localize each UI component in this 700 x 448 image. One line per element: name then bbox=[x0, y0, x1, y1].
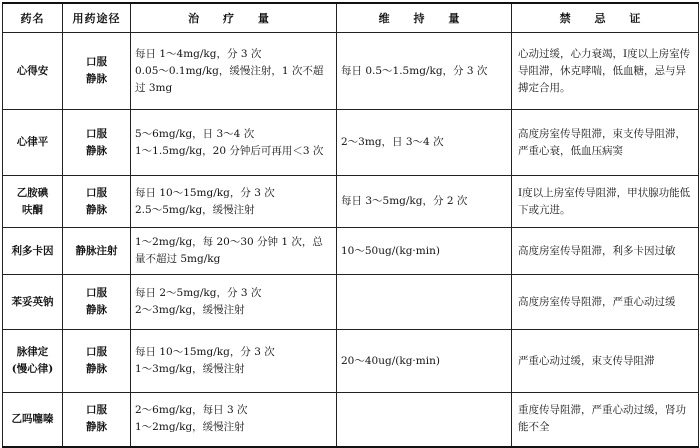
route-line: 静脉 bbox=[86, 203, 107, 216]
table-row bbox=[3, 33, 699, 110]
table-row bbox=[3, 330, 699, 393]
drug-name-cell bbox=[3, 330, 63, 393]
treatment-line: 1～3mg/kg，缓慢注射 bbox=[135, 363, 245, 375]
drug-name-cell bbox=[3, 33, 63, 110]
route-cell bbox=[63, 33, 131, 110]
header-row bbox=[3, 3, 699, 33]
treatment-cell bbox=[131, 275, 337, 330]
table-row bbox=[3, 110, 699, 176]
route-line: 口服 bbox=[86, 56, 107, 68]
treatment-cell bbox=[131, 176, 337, 228]
treatment-cell bbox=[131, 33, 337, 110]
antiarrhythmic-drug-table bbox=[2, 2, 699, 448]
contraindication-cell: Ⅰ度以上房室传导阻滞，甲状腺功能低下或亢进。 bbox=[512, 176, 699, 228]
drug-name-cell bbox=[3, 176, 63, 228]
treatment-line: 每日 10～15mg/kg，分 3 次 bbox=[135, 346, 275, 358]
drug-name: 呋酮 bbox=[22, 203, 43, 216]
route-cell bbox=[63, 393, 131, 447]
treatment-line: 2.5～5mg/kg，缓慢注射 bbox=[135, 203, 255, 216]
drug-name-cell bbox=[3, 393, 63, 447]
route-line: 静脉 bbox=[86, 363, 107, 375]
table-row bbox=[3, 393, 699, 447]
contraindication-cell: 高度房室传导阻滞，严重心动过缓 bbox=[512, 275, 699, 330]
drug-name-cell bbox=[3, 275, 63, 330]
route-line: 静脉 bbox=[86, 304, 107, 316]
drug-name: 苯妥英钠 bbox=[11, 295, 54, 308]
maintenance-cell: 2～3mg，日 3～4 次 bbox=[337, 110, 512, 176]
route-line: 口服 bbox=[86, 287, 107, 299]
route-cell bbox=[63, 176, 131, 228]
treatment-line: 每日 2～5mg/kg，分 3 次 bbox=[135, 287, 262, 299]
treatment-line: 0.05～0.1mg/kg，缓慢注射，1 次不超过 3mg bbox=[135, 64, 324, 94]
drug-name-cell bbox=[3, 110, 63, 176]
table-row bbox=[3, 228, 699, 275]
drug-name: 乙吗噻嗪 bbox=[11, 412, 54, 425]
header-route: 用药途径 bbox=[63, 3, 131, 33]
header-drug: 药名 bbox=[3, 3, 63, 33]
treatment-line: 2～3mg/kg，缓慢注射 bbox=[135, 304, 245, 316]
route-cell bbox=[63, 275, 131, 330]
contraindication-cell: 高度房室传导阻滞，利多卡因过敏 bbox=[512, 228, 699, 275]
maintenance-cell: 每日 3～5mg/kg，分 2 次 bbox=[337, 176, 512, 228]
treatment-line: 1～1.5mg/kg，20 分钟后可再用＜3 次 bbox=[135, 144, 324, 157]
route-cell bbox=[63, 110, 131, 176]
treatment-cell bbox=[131, 110, 337, 176]
route-line: 静脉注射 bbox=[75, 244, 118, 257]
route-cell bbox=[63, 330, 131, 393]
table-row bbox=[3, 176, 699, 228]
header-treatment: 治 疗 量 bbox=[131, 3, 337, 33]
route-line: 口服 bbox=[86, 186, 107, 199]
drug-name-cell bbox=[3, 228, 63, 275]
route-line: 静脉 bbox=[86, 421, 107, 434]
route-line: 静脉 bbox=[86, 73, 107, 85]
treatment-cell bbox=[131, 393, 337, 447]
treatment-line: 2～6mg/kg，每日 3 次 bbox=[135, 404, 248, 417]
treatment-line: 5～6mg/kg，日 3～4 次 bbox=[135, 127, 255, 140]
drug-name: 乙胺碘 bbox=[16, 186, 49, 199]
route-line: 口服 bbox=[86, 404, 107, 417]
route-line: 口服 bbox=[86, 127, 107, 140]
route-line: 静脉 bbox=[86, 144, 107, 157]
header-contraindication: 禁 忌 证 bbox=[512, 3, 699, 33]
contraindication-cell: 严重心动过缓，束支传导阻滞 bbox=[512, 330, 699, 393]
maintenance-cell: 每日 0.5～1.5mg/kg，分 3 次 bbox=[337, 33, 512, 110]
route-cell bbox=[63, 228, 131, 275]
table-row bbox=[3, 275, 699, 330]
contraindication-cell: 重度传导阻滞，严重心动过缓，肾功能不全 bbox=[512, 393, 699, 447]
drug-name: 利多卡因 bbox=[11, 244, 54, 257]
drug-name: 脉律定 bbox=[16, 346, 49, 358]
treatment-cell bbox=[131, 228, 337, 275]
drug-name: 心律平 bbox=[16, 136, 49, 148]
maintenance-cell bbox=[337, 275, 512, 330]
maintenance-cell: 10～50ug/(kg·min) bbox=[337, 228, 512, 275]
header-maintenance: 维 持 量 bbox=[337, 3, 512, 33]
maintenance-cell bbox=[337, 393, 512, 447]
drug-name: 心得安 bbox=[16, 64, 49, 77]
drug-name: (慢心律) bbox=[11, 363, 54, 375]
maintenance-cell: 20～40ug/(kg·min) bbox=[337, 330, 512, 393]
contraindication-cell: 高度房室传导阻滞，束支传导阻滞，严重心衰，低血压病窦 bbox=[512, 110, 699, 176]
treatment-line: 1～2mg/kg，缓慢注射 bbox=[135, 421, 245, 434]
treatment-line: 1～2mg/kg，每 20～30 分钟 1 次，总量不超过 5mg/kg bbox=[135, 236, 323, 265]
route-line: 口服 bbox=[86, 346, 107, 358]
contraindication-cell: 心动过缓，心力衰竭，Ⅰ度以上房室传导阻滞，休克哮喘，低血糖，忌与异搏定合用。 bbox=[512, 33, 699, 110]
treatment-line: 每日 10～15mg/kg，分 3 次 bbox=[135, 186, 275, 199]
treatment-cell bbox=[131, 330, 337, 393]
treatment-line: 每日 1～4mg/kg，分 3 次 bbox=[135, 47, 262, 60]
